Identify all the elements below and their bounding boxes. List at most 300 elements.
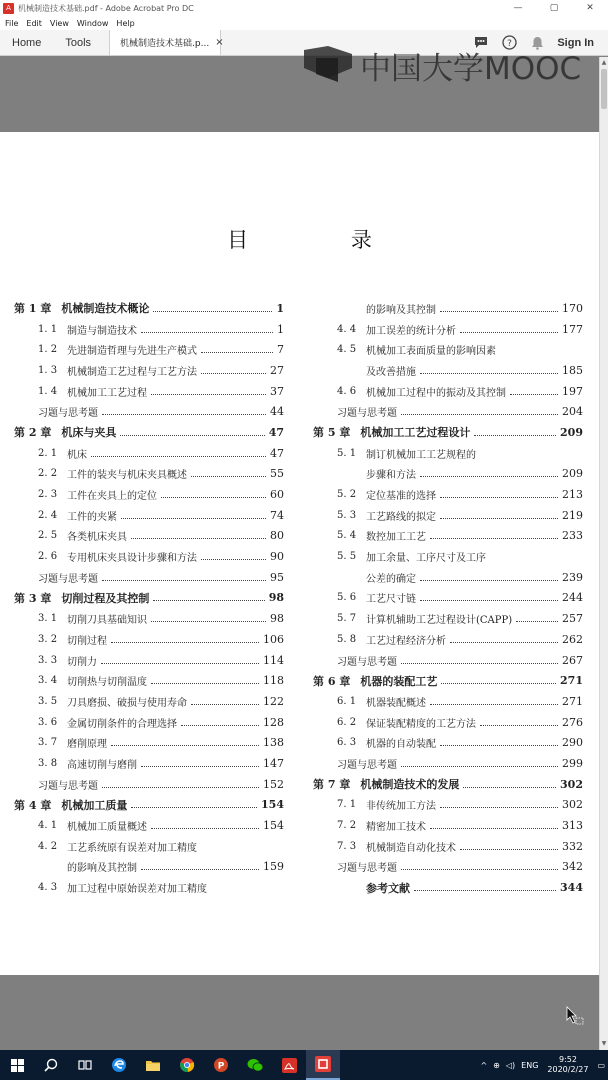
toc-entry-title: 机械制造工艺过程与工艺方法 [67,366,197,378]
toc-entry-number: 6. 2 [337,716,357,728]
toc-entry[interactable] [313,381,583,402]
toc-entry-number: 第 4 章 [14,798,52,812]
toc-entry[interactable] [313,732,583,753]
language-indicator[interactable]: ENG [521,1060,539,1070]
toc-entry-page: 37 [270,384,284,398]
toc-entry-title: 加工过程中原始误差对加工精度 [67,884,207,896]
close-button[interactable]: ✕ [586,3,594,13]
toc-entry[interactable] [313,464,583,485]
toc-leader-dots [151,683,259,684]
toc-entry[interactable] [14,857,284,878]
edge-icon[interactable] [102,1050,136,1080]
toc-leader-dots [151,394,266,395]
toc-leader-dots [401,869,558,870]
toc-entry[interactable] [14,732,284,753]
toc-entry-title: 习题与思考题 [337,656,397,668]
toc-entry-page: 138 [263,736,284,750]
toc-entry[interactable] [14,836,284,857]
toc-entry-number: 4. 5 [337,344,357,356]
toc-leader-dots [191,476,266,477]
toc-entry[interactable] [313,753,583,774]
toc-entry-number: 2. 5 [38,530,58,542]
toc-entry-number: 5. 8 [337,633,357,645]
toc-leader-dots [161,497,266,498]
menu-bar [0,16,608,30]
toc-entry-title: 磨削原理 [67,739,107,751]
toc-leader-dots [401,663,558,664]
toc-entry-title: 习题与思考题 [337,863,397,875]
toc-entry[interactable] [14,670,284,691]
toc-entry[interactable] [14,381,284,402]
toc-entry-title: 金属切削条件的合理选择 [67,718,177,730]
toc-entry[interactable] [14,298,284,319]
toc-entry-title: 参考文献 [366,881,410,895]
toc-leader-dots [201,373,266,374]
toc-left-column [14,298,284,898]
toc-entry-title: 习题与思考题 [38,408,98,420]
toc-entry-title: 各类机床夹具 [67,532,127,544]
toc-entry-number: 3. 7 [38,737,58,749]
toc-entry-page: 197 [562,384,583,398]
toc-leader-dots [102,787,259,788]
active-app-icon[interactable] [306,1050,340,1080]
toc-entry[interactable] [313,298,583,319]
toc-entry[interactable] [313,360,583,381]
toc-entry-page: 276 [562,715,583,729]
toc-entry-title: 切削过程及其控制 [61,591,150,605]
toc-entry[interactable] [313,774,583,795]
toc-entry-page: 154 [263,819,284,833]
toc-entry-page: 95 [270,570,284,584]
toc-entry-number: 4. 4 [337,323,357,335]
toc-entry[interactable] [14,360,284,381]
svg-text:P: P [217,1061,225,1072]
document-tab[interactable] [109,30,224,55]
toc-entry-number: 第 3 章 [14,591,52,605]
scroll-down-icon[interactable]: ▼ [601,1040,607,1047]
toc-leader-dots [401,766,558,767]
toc-entry-title: 习题与思考题 [337,759,397,771]
toc-entry-page: 342 [562,860,583,874]
toc-entry-title: 工件的夹紧 [67,511,117,523]
toc-entry-number: 5. 6 [337,592,357,604]
toc-entry-number: 3. 3 [38,654,58,666]
toc-entry[interactable] [14,484,284,505]
toc-entry-title: 步骤和方法 [366,470,416,482]
menu-help[interactable]: Help [116,18,135,28]
toc-entry-number: 2. 1 [38,447,58,459]
toc-entry-title: 机械制造技术的发展 [360,778,460,792]
toc-entry-page: 213 [562,488,583,502]
toc-entry[interactable] [313,712,583,733]
toc-entry[interactable] [14,319,284,340]
toc-entry[interactable] [14,877,284,898]
toc-leader-dots [181,725,259,726]
toc-entry[interactable] [313,567,583,588]
toc-entry-title: 制造与制造技术 [67,325,137,337]
toc-entry-page: 27 [270,363,284,377]
toc-entry-number: 1. 2 [38,344,58,356]
document-tab-label: 机械制造技术基础.p... [120,39,210,49]
toc-entry-page: 204 [562,405,583,419]
toc-entry-page: 332 [562,839,583,853]
toc-entry[interactable] [313,401,583,422]
toc-entry-page: 185 [562,363,583,377]
toc-entry-number: 3. 1 [38,613,58,625]
toc-entry[interactable] [14,774,284,795]
toc-entry-number: 6. 3 [337,737,357,749]
toc-leader-dots [153,600,264,601]
toc-entry-title: 的影响及其控制 [366,304,436,316]
toc-entry[interactable] [313,629,583,650]
toc-entry-page: 55 [270,467,284,481]
toc-entry-title: 机床 [67,449,87,461]
toc-entry-page: 118 [263,674,284,688]
toc-entry-page: 290 [562,736,583,750]
toc-leader-dots [191,704,259,705]
toc-leader-dots [401,414,558,415]
toc-entry[interactable] [14,339,284,360]
toc-entry[interactable] [14,588,284,609]
toc-entry-number: 第 7 章 [313,778,351,792]
toc-leader-dots [460,332,558,333]
toc-entry[interactable] [313,608,583,629]
toc-entry-title: 先进制造哲理与先进生产模式 [67,346,197,358]
toc-entry-page: 147 [263,756,284,770]
toc-entry[interactable] [313,650,583,671]
mooc-watermark-text: 中国大学MOOC [360,50,582,87]
powerpoint-icon[interactable] [204,1050,238,1080]
toc-entry-page: 257 [562,612,583,626]
toc-leader-dots [91,456,266,457]
toc-entry-title: 计算机辅助工艺过程设计(CAPP) [366,615,513,627]
toc-leader-dots [153,311,272,312]
toc-entry-title: 机械加工工艺过程设计 [360,426,471,440]
toc-entry[interactable] [14,650,284,671]
toc-entry-page: 47 [268,425,284,439]
toc-entry-page: 98 [270,612,284,626]
clock-date: 2020/2/27 [547,1065,589,1074]
tools-tab[interactable]: Tools [65,37,92,49]
toc-entry-number: 5. 3 [337,509,357,521]
toc-entry-page: 271 [560,674,583,688]
toc-leader-dots [430,538,558,539]
toc-leader-dots [420,476,558,477]
toc-entry-page: 80 [270,529,284,543]
clock[interactable] [547,1055,588,1075]
toc-entry-number: 3. 4 [38,675,58,687]
start-button[interactable] [0,1050,34,1080]
vertical-scrollbar[interactable] [599,57,608,1050]
toc-entry[interactable] [14,505,284,526]
toc-entry-title: 切削刀具基础知识 [67,615,147,627]
toc-entry-title: 工艺过程经济分析 [366,635,446,647]
toc-entry-page: 159 [263,860,284,874]
menu-view[interactable]: View [49,18,69,28]
window-title: 机械制造技术基础.pdf - Adobe Acrobat Pro DC [18,3,194,13]
toc-leader-dots [420,373,558,374]
toc-entry-page: 1 [276,301,284,315]
toc-entry-number: 4. 2 [38,840,58,852]
toc-entry[interactable] [313,526,583,547]
toc-entry-page: 302 [560,777,583,791]
toc-leader-dots [141,869,259,870]
toc-entry-number: 5. 1 [337,447,357,459]
toc-entry-number: 7. 2 [337,820,357,832]
toc-leader-dots [516,621,558,622]
toc-leader-dots [151,828,259,829]
mooc-watermark [302,44,581,86]
menu-window[interactable]: Window [76,18,109,28]
toc-entry-title: 切削过程 [67,635,107,647]
toc-entry-title: 切削热与切削温度 [67,677,147,689]
canvas-bottom [0,975,599,1050]
toc-entry-page: 98 [268,591,284,605]
toc-entry-number: 2. 2 [38,468,58,480]
toc-entry-page: 344 [560,881,583,895]
toc-entry[interactable] [14,443,284,464]
taskbar [0,1050,608,1080]
toc-entry[interactable] [313,815,583,836]
toc-entry-number: 3. 8 [38,757,58,769]
toc-entry[interactable] [14,608,284,629]
toc-entry-number: 第 2 章 [14,426,52,440]
toc-entry-title: 工件在夹具上的定位 [67,491,157,503]
toc-entry-title: 机械加工过程中的振动及其控制 [366,387,506,399]
toc-leader-dots [102,414,266,415]
toc-entry[interactable] [14,712,284,733]
toc-leader-dots [420,600,558,601]
wechat-icon[interactable] [238,1050,272,1080]
toc-entry-page: 90 [270,550,284,564]
toc-leader-dots [474,435,556,436]
toc-leader-dots [460,849,558,850]
task-view-icon[interactable] [68,1050,102,1080]
toc-entry-title: 非传统加工方法 [366,801,436,813]
toc-leader-dots [111,642,259,643]
toc-entry[interactable] [313,691,583,712]
toc-entry-page: 60 [270,488,284,502]
toc-entry-page: 114 [263,653,284,667]
toc-entry-page: 152 [263,777,284,791]
sign-in-button[interactable]: Sign In [557,36,594,49]
toc-entry[interactable] [313,836,583,857]
toc-entry-page: 170 [562,301,583,315]
close-tab-icon[interactable]: × [215,37,224,48]
chrome-icon[interactable] [170,1050,204,1080]
toc-leader-dots [450,642,558,643]
toc-entry-page: 122 [263,694,284,708]
toc-entry-title: 机器的自动装配 [366,739,436,751]
toc-entry[interactable] [313,339,583,360]
toc-leader-dots [101,663,259,664]
window-controls [500,0,608,16]
toc-entry-title: 及改善措施 [366,366,416,378]
toc-entry[interactable] [14,629,284,650]
toc-entry-title: 数控加工工艺 [366,532,426,544]
toc-entry-number: 第 5 章 [313,426,351,440]
toc-entry[interactable] [313,588,583,609]
acrobat-taskbar-icon[interactable] [272,1050,306,1080]
toc-entry[interactable] [14,526,284,547]
toc-entry-page: 209 [562,467,583,481]
toc-entry-page: 74 [270,508,284,522]
toc-entry-title: 机械加工工艺过程 [67,387,147,399]
toc-entry-number: 1. 3 [38,364,58,376]
toc-entry[interactable] [14,753,284,774]
toc-entry-title: 切削力 [67,656,97,668]
toc-entry-page: 1 [277,322,284,336]
toc-entry-number: 2. 3 [38,489,58,501]
toc-entry-page: 233 [562,529,583,543]
maximize-button[interactable]: ▢ [549,3,559,13]
toc-leader-dots [201,559,266,560]
toc-entry-page: 267 [562,653,583,667]
toc-entry-number: 6. 1 [337,695,357,707]
clock-time: 9:52 [558,1055,577,1064]
file-explorer-icon[interactable] [136,1050,170,1080]
toc-entry[interactable] [14,422,284,443]
toc-entry-number: 5. 5 [337,551,357,563]
toc-entry-number: 5. 4 [337,530,357,542]
toc-entry[interactable] [14,546,284,567]
toc-entry-title: 习题与思考题 [38,573,98,585]
volume-icon[interactable]: ◁) [505,1060,516,1070]
toc-entry-page: 209 [560,425,583,439]
toc-entry[interactable] [313,505,583,526]
toc-entry-title: 机械加工质量 [61,798,128,812]
toc-entry-title: 机械制造自动化技术 [366,842,456,854]
toc-entry[interactable] [313,795,583,816]
toc-entry-page: 271 [562,694,583,708]
toc-entry-page: 244 [562,591,583,605]
toc-leader-dots [430,828,558,829]
toc-entry-title: 加工余量、工序尺寸及工序 [366,553,486,565]
notification-icon[interactable]: ▭ [597,1060,605,1070]
toc-entry-number: 1. 1 [38,323,58,335]
toc-entry-title: 公差的确定 [366,573,416,585]
toc-entry-title: 机床与夹具 [61,426,117,440]
toc-entry[interactable] [14,401,284,422]
toc-leader-dots [440,745,558,746]
toc-leader-dots [441,683,556,684]
toc-entry-title: 机械加工表面质量的影响因素 [366,346,496,358]
toc-entry-number: 4. 3 [38,882,58,894]
toc-leader-dots [430,704,558,705]
menu-edit[interactable]: Edit [26,18,42,28]
toc-entry-title: 机械加工质量概述 [67,822,147,834]
toc-entry-title: 习题与思考题 [38,780,98,792]
toc-entry-title: 工件的装夹与机床夹具概述 [67,470,187,482]
toc-entry-number: 3. 5 [38,695,58,707]
toc-entry[interactable] [14,691,284,712]
toc-entry-number: 5. 2 [337,489,357,501]
toc-entry[interactable] [313,670,583,691]
toc-entry-page: 128 [263,715,284,729]
toc-entry-page: 154 [261,798,284,812]
mouse-cursor-icon [566,1006,584,1030]
toc-leader-dots [141,766,259,767]
toc-entry-page: 219 [562,508,583,522]
toc-entry-page: 302 [562,798,583,812]
toc-entry[interactable] [313,857,583,878]
toc-entry-title: 机器的装配工艺 [360,674,438,688]
toc-leader-dots [111,745,259,746]
menu-file[interactable]: File [5,18,19,28]
toc-leader-dots [440,518,558,519]
search-icon[interactable] [34,1050,68,1080]
toc-entry[interactable] [14,567,284,588]
toc-entry-title: 机器装配概述 [366,697,426,709]
toc-entry-title: 工艺路线的拟定 [366,511,436,523]
toc-entry[interactable] [14,464,284,485]
toc-leader-dots [201,352,273,353]
toc-entry-title: 工艺系统原有误差对加工精度 [67,842,197,854]
scrollbar-thumb[interactable] [601,69,607,109]
toc-entry-page: 299 [562,756,583,770]
toc-leader-dots [151,621,266,622]
toc-entry[interactable] [313,484,583,505]
toc-entry-number: 3. 6 [38,716,58,728]
toc-leader-dots [480,725,558,726]
title-bar [0,0,608,16]
toc-entry-number: 第 6 章 [313,674,351,688]
toc-entry[interactable] [14,815,284,836]
toc-entry-page: 47 [270,446,284,460]
toc-entry[interactable] [313,877,583,898]
toc-entry-number: 3. 2 [38,633,58,645]
toc-entry-number: 4. 1 [38,820,58,832]
scroll-up-icon[interactable]: ▲ [601,59,607,66]
toc-right-column [313,298,583,898]
toc-entry[interactable] [313,319,583,340]
toc-leader-dots [510,394,558,395]
toc-entry[interactable] [313,546,583,567]
toc-entry-title: 定位基准的选择 [366,491,436,503]
toc-leader-dots [414,890,556,891]
toc-entry[interactable] [313,422,583,443]
minimize-button[interactable]: — [513,3,523,13]
toc-entry-page: 177 [562,322,583,336]
toc-entry-page: 44 [270,405,284,419]
toc-entry-title: 保证装配精度的工艺方法 [366,718,476,730]
toc-entry-title: 专用机床夹具设计步骤和方法 [67,553,197,565]
toc-entry-page: 7 [277,343,284,357]
toc-entry-title: 加工误差的统计分析 [366,325,456,337]
toc-leader-dots [102,580,266,581]
toc-leader-dots [120,435,264,436]
toc-entry-number: 2. 4 [38,509,58,521]
toc-entry-title: 刀具磨损、破损与使用寿命 [67,697,187,709]
tray-up-arrow-icon[interactable]: ^ [480,1060,488,1070]
toc-entry-title: 高速切削与磨削 [67,759,137,771]
toc-leader-dots [463,787,556,788]
toc-entry-page: 239 [562,570,583,584]
toc-leader-dots [131,807,257,808]
toc-entry[interactable] [313,443,583,464]
home-tab[interactable]: Home [12,37,42,49]
system-tray [477,1050,608,1080]
svg-text:?: ? [506,39,512,49]
toc-title: 目 录 [227,228,420,252]
toc-entry[interactable] [14,795,284,816]
toc-entry-title: 习题与思考题 [337,408,397,420]
network-icon[interactable]: ⊕ [493,1060,500,1070]
toc-leader-dots [131,538,266,539]
toc-leader-dots [420,580,558,581]
toc-entry-title: 机械制造技术概论 [61,302,150,316]
mooc-logo-icon [302,44,354,86]
